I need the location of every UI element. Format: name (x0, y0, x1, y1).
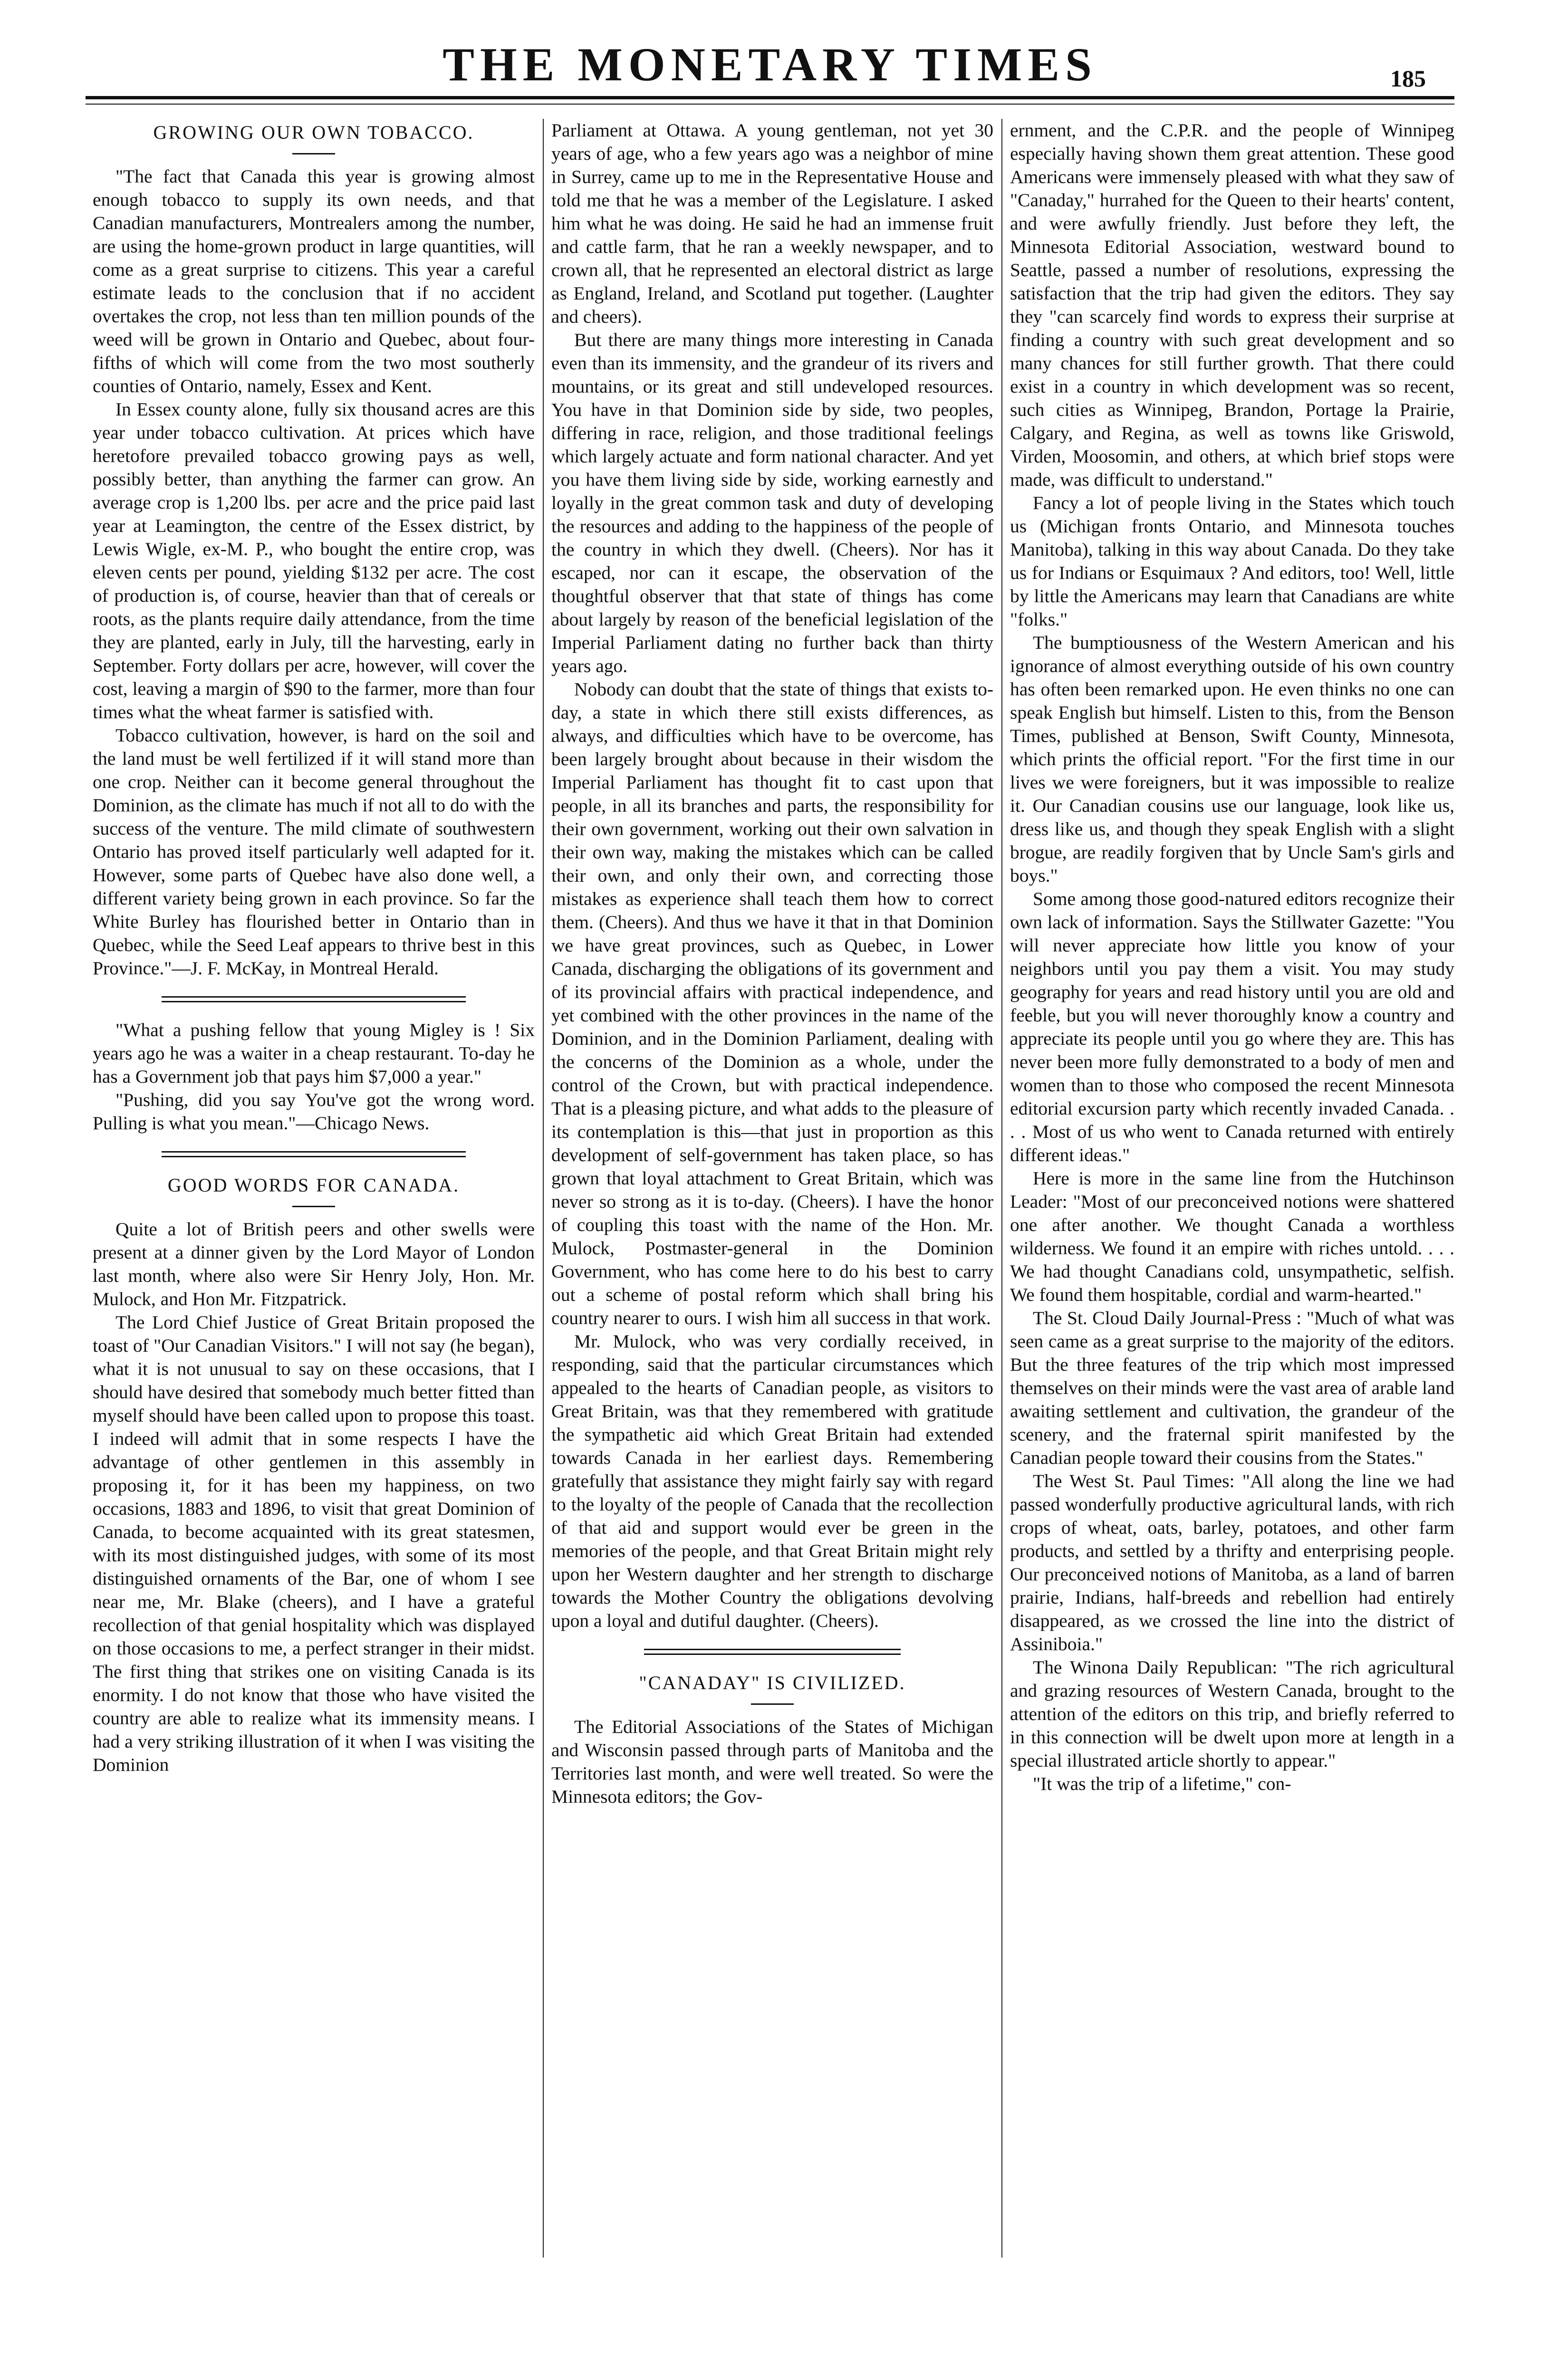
paragraph: The bumptiousness of the Western American and his ignorance of almost everything outside of his own country has often been remarked upon. He even thinks no one can speak English but himself. Listen to this, from the Benson Times, published at Benson, Swift County, Minnesota, which prints the official report. "For the first time in our lives we were foreigners, but it was impossible to realize it. Our Canadian cousins use our language, look like us, dress like us, and though they speak English with a slight brogue, are readily forgiven that by Uncle Sam's girls and boys." (1010, 632, 1454, 886)
column-1 (93, 119, 535, 2258)
paragraph: The West St. Paul Times: "All along the line we had passed wonderfully productive agricultural lands, with rich crops of wheat, oats, barley, potatoes, and other farm products, and settled by a thrifty and enterprising people. Our preconceived notions of Manitoba, as a land of barren prairie, Indians, half-breeds and rebellion had entirely disappeared, as we crossed the line into the district of Assiniboia." (1010, 1471, 1454, 1654)
article-heading-good-words: GOOD WORDS FOR CANADA. (167, 1174, 460, 1196)
paragraph: The Editorial Associations of the States of Michigan and Wisconsin passed through parts of Manitoba and the Territories last month, and were well treated. So were the Minnesota editors; the Gov- (551, 1716, 993, 1807)
heading-rule (292, 153, 335, 154)
column-2 (551, 119, 993, 2258)
paragraph: Tobacco cultivation, however, is hard on the soil and the land must be well fertilized if it will stand more than one crop. Neither can it become general throughout the Dominion, as the climate has much if not all to do with the success of the venture. The mild climate of southwestern Ontario has proved itself particularly well adapted for it. However, some parts of Quebec have also done well, a different variety being grown in each province. So far the White Burley has flourished better in Ontario than in Quebec, while the Seed Leaf appears to thrive best in this Province."—J. F. McKay, in Montreal Herald. (93, 725, 535, 979)
paragraph: "It was the trip of a lifetime," con- (1033, 1773, 1291, 1794)
paragraph: The Lord Chief Justice of Great Britain proposed the toast of "Our Canadian Visitors." I will not say (he began), what it is not unusual to say on these occasions, that I should have desired that somebody much better fitted than myself should have been called upon to propose this toast. I indeed will admit that in some respects I have the advantage of other gentlemen in this assembly in proposing it, for it has been my happiness, on two occasions, 1883 and 1896, to visit that great Dominion of Canada, to become acquainted with its great statesmen, with its most distinguished judges, with some of its most distinguished ornaments of the Bar, one of whom I see near me, Mr. Blake (cheers), and I have a grateful recollection of that genial hospitality which was displayed on those occasions to me, a perfect stranger in their midst. The first thing that strikes one on visiting Canada is its enormity. I do not know that those who have visited the country are able to realize what its immensity means. I had a very striking illustration of it when I was visiting the Dominion (93, 1312, 535, 1775)
paragraph: "The fact that Canada this year is growing almost enough tobacco to supply its own needs, and that Canadian manufacturers, Montrealers among the number, are using the home-grown product in large quantities, will come as a great surprise to citizens. This year a careful estimate leads to the conclusion that if no accident overtakes the crop, not less than ten million pounds of the weed will be grown in Ontario and Quebec, about four-fifths of which will come from the two most southerly counties of Ontario, namely, Essex and Kent. (93, 166, 535, 396)
page-number: 185 (1390, 65, 1426, 92)
masthead-title: THE MONETARY TIMES (443, 38, 1097, 91)
paragraph: "What a pushing fellow that young Migley is ! Six years ago he was a waiter in a cheap restaurant. To-day he has a Government job that pays him $7,000 a year." (93, 1019, 535, 1087)
section-divider (644, 1649, 901, 1655)
paragraph: Here is more in the same line from the Hutchinson Leader: "Most of our preconceived notions were shattered one after another. We thought Canada a worthless wilderness. We found it an empire with riches untold. . . . We had thought Canadians cold, unsympathetic, selfish. We found them hospitable, cordial and warm-hearted." (1010, 1168, 1454, 1305)
paragraph: Parliament at Ottawa. A young gentleman, not yet 30 years of age, who a few years ago was a neighbor of mine in Surrey, came up to me in the Representative House and told me that he was a member of the Legislature. I asked him what he was doing. He said he had an immense fruit and cattle farm, that he ran a weekly newspaper, and to crown all, that he represented an electoral district as large as England, Ireland, and Scotland put together. (Laughter and cheers). (551, 120, 993, 327)
article-heading-tobacco: GROWING OUR OWN TOBACCO. (153, 122, 474, 143)
paragraph: ernment, and the C.P.R. and the people of Winnipeg especially having shown them great attention. These good Americans were immensely pleased with what they saw of "Canaday," hurrahed for the Queen to their hearts' content, and were awfully friendly. Just before they left, the Minnesota Editorial Association, westward bound to Seattle, passed a number of resolutions, expressing the satisfaction that the trip had given the editors. They say they "can scarcely find words to express their surprise at finding a country with such great development and so many chances for still further growth. That there could exist in a country in which development was so recent, such cities as Winnipeg, Brandon, Portage la Prairie, Calgary, and Regina, as well as towns like Griswold, Virden, Moosomin, and others, at which brief stops were made, was difficult to understand." (1010, 120, 1454, 490)
masthead-rule (86, 96, 1454, 99)
masthead-rule-thin (86, 104, 1454, 105)
paragraph: In Essex county alone, fully six thousand acres are this year under tobacco cultivation. At prices which have heretofore prevailed tobacco growing pays as well, possibly better, than anything the farmer can grow. An average crop is 1,200 lbs. per acre and the price paid last year at Leamington, the centre of the Essex district, by Lewis Wigle, ex-M. P., who bought the entire crop, was eleven cents per pound, yielding $132 per acre. The cost of production is, of course, heavier than that of cereals or roots, as the plants require daily attendance, from the time they are planted, early in July, till the harvesting, early in September. Forty dollars per acre, however, will cover the cost, leaving a margin of $90 to the farmer, more than four times what the wheat farmer is satisfied with. (93, 399, 535, 722)
heading-rule (751, 1703, 794, 1705)
paragraph: Fancy a lot of people living in the States which touch us (Michigan fronts Ontario, and Minnesota touches Manitoba), talking in this way about Canada. Do they take us for Indians or Esquimaux ? And editors, too! Well, little by little the Americans may learn that Canadians are white "folks." (1010, 492, 1454, 630)
paragraph: Nobody can doubt that the state of things that exists to-day, a state in which there still exists differences, as always, and difficulties which have to be overcome, has been largely brought about because in their wisdom the Imperial Parliament has thought fit to cast upon that people, in all its branches and parts, the responsibility for their own government, working out their own salvation in their own way, making the mistakes which can be called their own, and only their own, and correcting those mistakes as experience shall teach them how to correct them. (Cheers). And thus we have it that in that Dominion we have great provinces, such as Quebec, in Lower Canada, discharging the obligations of its government and of its provincial affairs with practical independence, and yet combined with the other provinces in the name of the Dominion, and in the Dominion Parliament, dealing with the concerns of the Dominion as a whole, under the control of the Crown, but with practical independence. That is a pleasing picture, and what adds to the pleasure of its contemplation is this—that just in proportion as this development of self-government has taken place, so has grown that loyal attachment to Great Britain, which was never so strong as it is to-day. (Cheers). I have the honor of coupling this toast with the name of the Hon. Mr. Mulock, Postmaster-general in the Dominion Government, who has come here to do his best to carry out a scheme of postal reform which shall bring his country nearer to ours. I wish him all success in that work. (551, 679, 993, 1328)
section-divider (162, 1151, 466, 1157)
section-divider (162, 996, 466, 1002)
column-divider-1 (543, 119, 544, 2258)
masthead (86, 37, 1454, 108)
paragraph: But there are many things more interesting in Canada even than its immensity, and the grandeur of its rivers and mountains, or its great and still undeveloped resources. You have in that Dominion side by side, two peoples, differing in race, religion, and those traditional feelings which largely actuate and form national character. And yet you have them living side by side, working earnestly and loyally in the great common task and duty of developing the resources and adding to the happiness of the people of the country in which they dwell. (Cheers). Nor has it escaped, nor can it escape, the observation of the thoughtful observer that that state of things has come about largely by reason of the beneficial legislation of the Imperial Parliament dating no further back than thirty years ago. (551, 329, 993, 676)
paragraph: The Winona Daily Republican: "The rich agricultural and grazing resources of Western Canada, brought to the attention of the editors on this trip, and briefly referred to in this connection will be dwelt upon more at length in a special illustrated article shortly to appear." (1010, 1657, 1454, 1771)
paragraph: Some among those good-natured editors recognize their own lack of information. Says the Stillwater Gazette: "You will never appreciate how little you know of your neighbors until you pay them a visit. You may study geography for years and read history until you are old and feeble, but you will never thoroughly know a country and appreciate its people until you go where they are. This has never been more fully demonstrated to a body of men and women than to those who composed the recent Minnesota editorial excursion party which recently invaded Canada. . . . Most of us who went to Canada returned with entirely different ideas." (1010, 888, 1454, 1165)
paragraph: The St. Cloud Daily Journal-Press : "Much of what was seen came as a great surprise to the majority of the editors. But the three features of the trip which most impressed themselves on their minds were the vast area of arable land awaiting settlement and cultivation, the grandeur of the scenery, and the fraternal spirit manifested by the Canadian people toward their cousins from the States." (1010, 1307, 1454, 1468)
column-3 (1010, 119, 1454, 2258)
paragraph: Quite a lot of British peers and other swells were present at a dinner given by the Lord Mayor of London last month, where also were Sir Henry Joly, Hon. Mr. Mulock, and Hon Mr. Fitzpatrick. (93, 1219, 535, 1309)
article-heading-canaday: "CANADAY" IS CIVILIZED. (639, 1672, 906, 1693)
heading-rule (292, 1206, 335, 1207)
column-divider-2 (1001, 119, 1002, 2258)
paragraph: Mr. Mulock, who was very cordially received, in responding, said that the particular circumstances which appealed to the hearts of Canadian people, as visitors to Great Britain, was that they remembered with gratitude the sympathetic aid which Great Britain had extended towards Canada in her earliest days. Remembering gratefully that assistance they might fairly say with regard to the loyalty of the people of Canada that the recollection of that aid and support would ever be green in the memories of the people, and that Great Britain might rely upon her Western daughter and her strength to discharge towards the Mother Country the obligations devolving upon a loyal and dutiful daughter. (Cheers). (551, 1331, 993, 1631)
paragraph: "Pushing, did you say You've got the wrong word. Pulling is what you mean."—Chicago News. (93, 1089, 535, 1134)
